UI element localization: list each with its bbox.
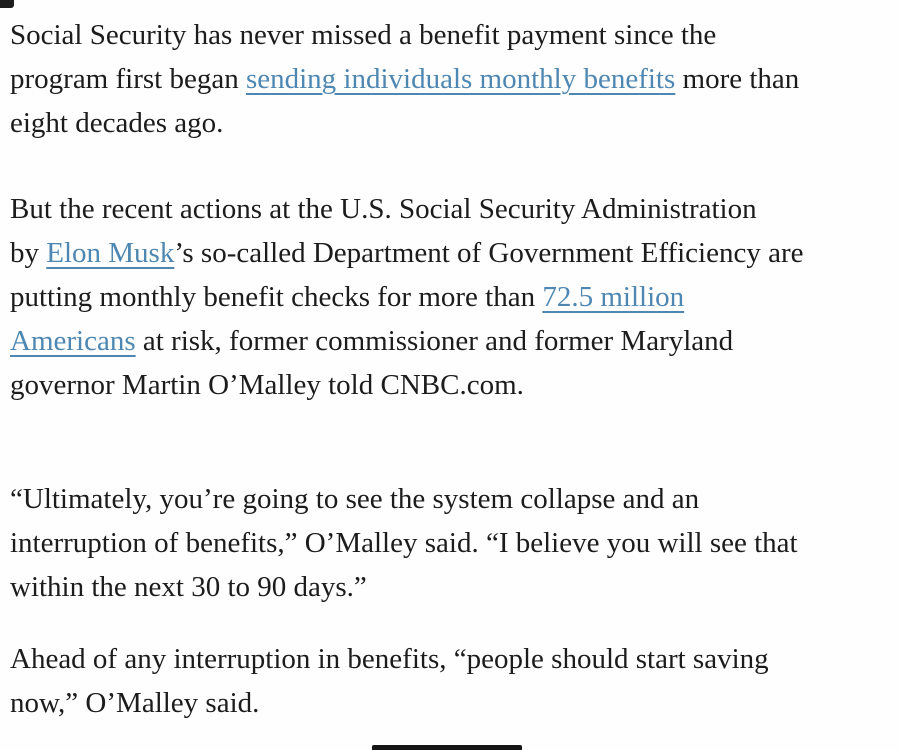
text-segment: at risk, former commissioner and former Maryland: [135, 325, 734, 357]
inline-link[interactable]: 72.5 million: [542, 281, 685, 313]
cropped-text-remnant-bottom: [372, 745, 522, 750]
text-segment: governor Martin O’Malley told CNBC.com.: [10, 369, 524, 401]
text-segment: But the recent actions at the U.S. Social Security Administration: [10, 193, 757, 225]
text-segment: putting monthly benefit checks for more than: [10, 281, 543, 313]
text-line: [10, 101, 890, 145]
text-line: [10, 363, 890, 407]
text-segment: ’s so-called Department of Government Efficiency are: [174, 237, 804, 269]
inline-link[interactable]: Americans: [10, 325, 136, 357]
inline-link[interactable]: sending individuals monthly benefits: [245, 63, 676, 95]
text-line: [10, 231, 890, 275]
text-line: [10, 681, 890, 725]
cropped-text-remnant-top: [0, 0, 14, 8]
text-line: [10, 13, 890, 57]
text-line: [10, 477, 890, 521]
text-line: [10, 187, 890, 231]
text-segment: by: [10, 237, 47, 269]
text-segment: Ahead of any interruption in benefits, “people should start saving: [10, 643, 769, 675]
text-segment: eight decades ago.: [10, 107, 224, 139]
text-segment: more than: [675, 63, 800, 95]
paragraph: [10, 13, 890, 145]
text-line: [10, 319, 890, 363]
paragraph: [10, 637, 890, 725]
text-segment: now,” O’Malley said.: [10, 687, 260, 719]
text-segment: Social Security has never missed a benefit payment since the: [10, 19, 717, 51]
paragraph: [10, 187, 890, 407]
paragraph: [10, 477, 890, 609]
text-line: [10, 521, 890, 565]
article-body: [10, 13, 890, 725]
text-segment: interruption of benefits,” O’Malley said. “I believe you will see that: [10, 527, 798, 559]
inline-link[interactable]: Elon Musk: [46, 237, 175, 269]
text-line: [10, 565, 890, 609]
text-line: [10, 57, 890, 101]
text-line: [10, 275, 890, 319]
text-segment: within the next 30 to 90 days.”: [10, 571, 367, 603]
text-line: [10, 637, 890, 681]
text-segment: program first began: [10, 63, 246, 95]
text-segment: “Ultimately, you’re going to see the system collapse and an: [10, 483, 700, 515]
